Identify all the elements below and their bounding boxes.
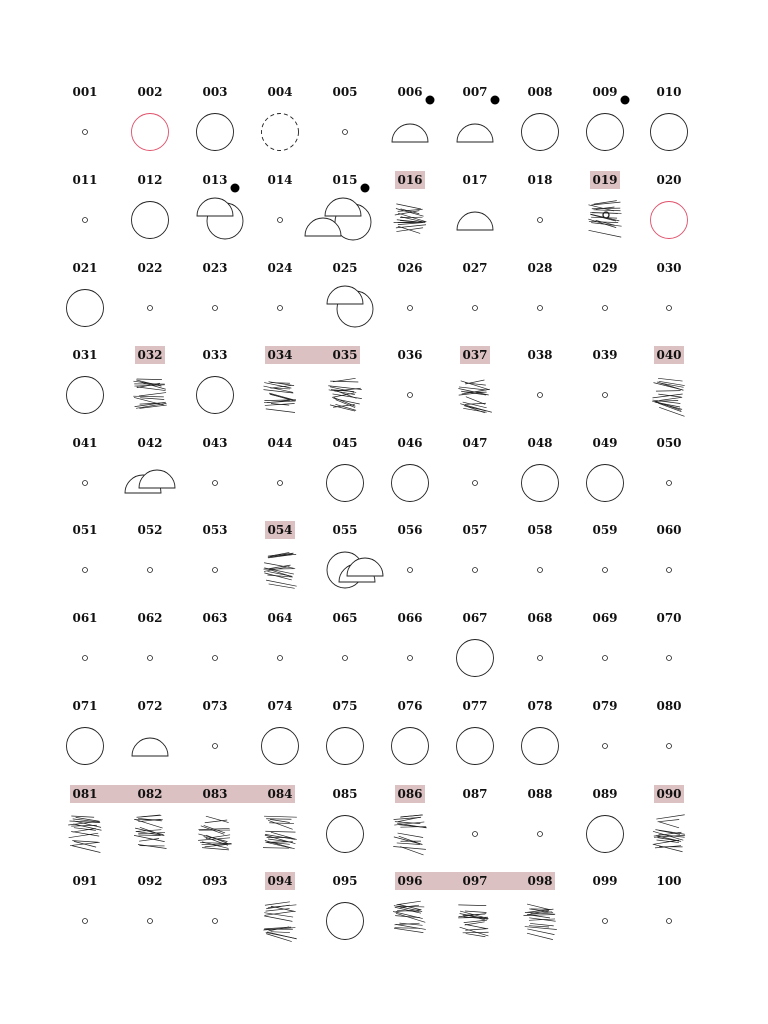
glyph-point-icon bbox=[629, 628, 709, 700]
cell-label: 042 bbox=[137, 436, 163, 450]
cell-label: 074 bbox=[267, 699, 293, 713]
cell-label: 044 bbox=[267, 436, 293, 450]
cell-label: 006 bbox=[397, 85, 423, 99]
cell-label: 041 bbox=[72, 436, 98, 450]
cell-label: 004 bbox=[267, 85, 293, 99]
cell-label: 081 bbox=[72, 787, 98, 801]
glyph-hatch-icon bbox=[629, 804, 709, 876]
cell-label: 022 bbox=[137, 261, 163, 275]
cell-label: 015 bbox=[332, 173, 358, 187]
glyph-point-icon bbox=[629, 540, 709, 612]
cell-label: 072 bbox=[137, 699, 163, 713]
glyph-point-icon bbox=[629, 278, 709, 350]
cell-label: 069 bbox=[592, 611, 618, 625]
cell-label: 038 bbox=[527, 348, 553, 362]
cell-label: 058 bbox=[527, 523, 553, 537]
cell-label: 085 bbox=[332, 787, 358, 801]
cell-label: 093 bbox=[202, 874, 228, 888]
cell-label: 083 bbox=[202, 787, 228, 801]
cell-label: 057 bbox=[462, 523, 488, 537]
cell-label: 084 bbox=[267, 787, 293, 801]
cell-label: 070 bbox=[656, 611, 682, 625]
cell-label: 067 bbox=[462, 611, 488, 625]
glyph-point-icon bbox=[629, 891, 709, 963]
cell-label: 043 bbox=[202, 436, 228, 450]
glyph-hatch-icon bbox=[629, 365, 709, 437]
cell-label: 056 bbox=[397, 523, 423, 537]
marker-dot bbox=[231, 184, 240, 193]
cell-label: 068 bbox=[527, 611, 553, 625]
cell-label: 033 bbox=[202, 348, 228, 362]
cell-label: 047 bbox=[462, 436, 488, 450]
cell-label: 061 bbox=[72, 611, 98, 625]
cell-label: 008 bbox=[527, 85, 553, 99]
cell-label: 045 bbox=[332, 436, 358, 450]
cell-label: 089 bbox=[592, 787, 618, 801]
cell-label: 097 bbox=[462, 874, 488, 888]
cell-label: 075 bbox=[332, 699, 358, 713]
cell-label: 039 bbox=[592, 348, 618, 362]
cell-label: 051 bbox=[72, 523, 98, 537]
cell-label: 054 bbox=[267, 523, 293, 537]
cell-label: 090 bbox=[656, 787, 682, 801]
cell-label: 030 bbox=[656, 261, 682, 275]
cell-label: 034 bbox=[267, 348, 293, 362]
cell-label: 019 bbox=[592, 173, 618, 187]
cell-label: 059 bbox=[592, 523, 618, 537]
cell-label: 080 bbox=[656, 699, 682, 713]
cell-label: 048 bbox=[527, 436, 553, 450]
marker-dot bbox=[361, 184, 370, 193]
glyph-circle-icon bbox=[629, 102, 709, 174]
glyph-point-icon bbox=[629, 716, 709, 788]
cell-label: 065 bbox=[332, 611, 358, 625]
cell-label: 036 bbox=[397, 348, 423, 362]
cell-label: 031 bbox=[72, 348, 98, 362]
cell-label: 013 bbox=[202, 173, 228, 187]
cell-label: 001 bbox=[72, 85, 98, 99]
cell-label: 023 bbox=[202, 261, 228, 275]
cell-label: 035 bbox=[332, 348, 358, 362]
glyph-point-icon bbox=[629, 453, 709, 525]
cell-label: 096 bbox=[397, 874, 423, 888]
cell-label: 094 bbox=[267, 874, 293, 888]
cell-label: 079 bbox=[592, 699, 618, 713]
cell-label: 040 bbox=[656, 348, 682, 362]
cell-label: 055 bbox=[332, 523, 358, 537]
cell-label: 007 bbox=[462, 85, 488, 99]
cell-label: 082 bbox=[137, 787, 163, 801]
cell-label: 020 bbox=[656, 173, 682, 187]
cell-label: 086 bbox=[397, 787, 423, 801]
cell-label: 005 bbox=[332, 85, 358, 99]
marker-dot bbox=[426, 96, 435, 105]
cell-label: 029 bbox=[592, 261, 618, 275]
cell-label: 060 bbox=[656, 523, 682, 537]
cell-label: 062 bbox=[137, 611, 163, 625]
cell-label: 066 bbox=[397, 611, 423, 625]
cell-label: 063 bbox=[202, 611, 228, 625]
cell-label: 076 bbox=[397, 699, 423, 713]
cell-label: 027 bbox=[462, 261, 488, 275]
cell-label: 053 bbox=[202, 523, 228, 537]
cell-label: 088 bbox=[527, 787, 553, 801]
cell-label: 073 bbox=[202, 699, 228, 713]
cell-label: 024 bbox=[267, 261, 293, 275]
cell-label: 095 bbox=[332, 874, 358, 888]
cell-label: 049 bbox=[592, 436, 618, 450]
cell-label: 037 bbox=[462, 348, 488, 362]
cell-label: 018 bbox=[527, 173, 553, 187]
cell-label: 021 bbox=[72, 261, 98, 275]
cell-label: 078 bbox=[527, 699, 553, 713]
cell-label: 025 bbox=[332, 261, 358, 275]
cell-label: 017 bbox=[462, 173, 488, 187]
cell-label: 098 bbox=[527, 874, 553, 888]
cell-label: 026 bbox=[397, 261, 423, 275]
cell-label: 011 bbox=[72, 173, 98, 187]
cell-label: 087 bbox=[462, 787, 488, 801]
cell-label: 077 bbox=[462, 699, 488, 713]
cell-label: 091 bbox=[72, 874, 98, 888]
cell-label: 012 bbox=[137, 173, 163, 187]
cell-label: 092 bbox=[137, 874, 163, 888]
cell-label: 071 bbox=[72, 699, 98, 713]
cell-label: 002 bbox=[137, 85, 163, 99]
cell-label: 052 bbox=[137, 523, 163, 537]
cell-label: 016 bbox=[397, 173, 423, 187]
cell-label: 064 bbox=[267, 611, 293, 625]
cell-label: 099 bbox=[592, 874, 618, 888]
glyph-red-circle-icon bbox=[629, 190, 709, 262]
cell-label: 100 bbox=[656, 874, 682, 888]
cell-label: 010 bbox=[656, 85, 682, 99]
cell-label: 050 bbox=[656, 436, 682, 450]
cell-label: 003 bbox=[202, 85, 228, 99]
cell-label: 046 bbox=[397, 436, 423, 450]
cell-label: 028 bbox=[527, 261, 553, 275]
cell-label: 014 bbox=[267, 173, 293, 187]
cell-label: 009 bbox=[592, 85, 618, 99]
cell-label: 032 bbox=[137, 348, 163, 362]
marker-dot bbox=[491, 96, 500, 105]
